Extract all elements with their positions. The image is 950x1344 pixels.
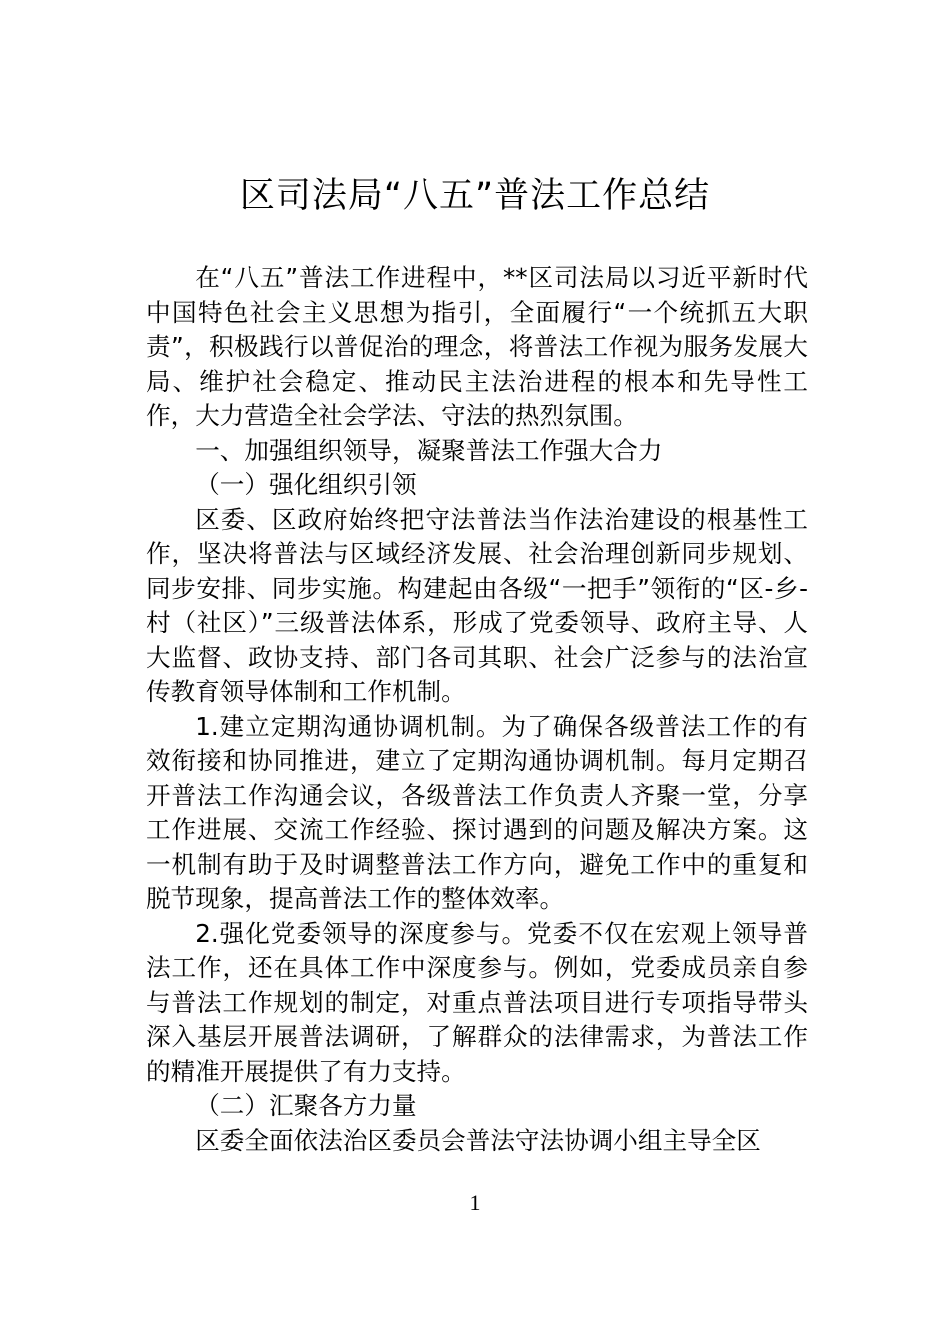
section-heading-1: 一、加强组织领导，凝聚普法工作强大合力	[195, 435, 663, 465]
body-paragraph-item-1: 1.建立定期沟通协调机制。为了确保各级普法工作的有效衔接和协同推进，建立了定期沟通协调机制。每月定期召开普法工作沟通会议，各级普法工作负责人齐聚一堂，分享工作进展、交流工作经验、探讨遇到的问题及解决方案。这一机制有助于及时调整普法工作方向，避免工作中的重复和脱节现象，提高普法工作的整体效率。	[146, 711, 808, 913]
subsection-heading-1: （一）强化组织引领	[195, 470, 417, 499]
subsection-heading-2: （二）汇聚各方力量	[195, 1091, 417, 1120]
body-paragraph-item-2: 2.强化党委领导的深度参与。党委不仅在宏观上领导普法工作，还在具体工作中深度参与。例如，党委成员亲自参与普法工作规划的制定，对重点普法项目进行专项指导带头深入基层开展普法调研，了解群众的法律需求，为普法工作的精准开展提供了有力支持。	[146, 918, 808, 1086]
body-paragraph: 区委、区政府始终把守法普法当作法治建设的根基性工作，坚决将普法与区域经济发展、社会治理创新同步规划、同步安排、同步实施。构建起由各级“一把手”领衔的“区-乡-村（社区）”三级普法体系，形成了党委领导、政府主导、人大监督、政协支持、部门各司其职、社会广泛参与的法治宣传教育领导体制和工作机制。	[146, 504, 808, 706]
document-title: 区司法局“八五”普法工作总结	[239, 176, 711, 216]
page-number: 1	[469, 1190, 481, 1215]
body-paragraph-continued: 区委全面依法治区委员会普法守法协调小组主导全区	[195, 1125, 761, 1155]
document-body	[146, 261, 808, 1158]
intro-paragraph: 在“八五”普法工作进程中，**区司法局以习近平新时代中国特色社会主义思想为指引，全面履行“一个统抓五大职责”，积极践行以普促治的理念，将普法工作视为服务发展大局、维护社会稳定、推动民主法治进程的根本和先导性工作，大力营造全社会学法、守法的热烈氛围。	[146, 263, 808, 430]
